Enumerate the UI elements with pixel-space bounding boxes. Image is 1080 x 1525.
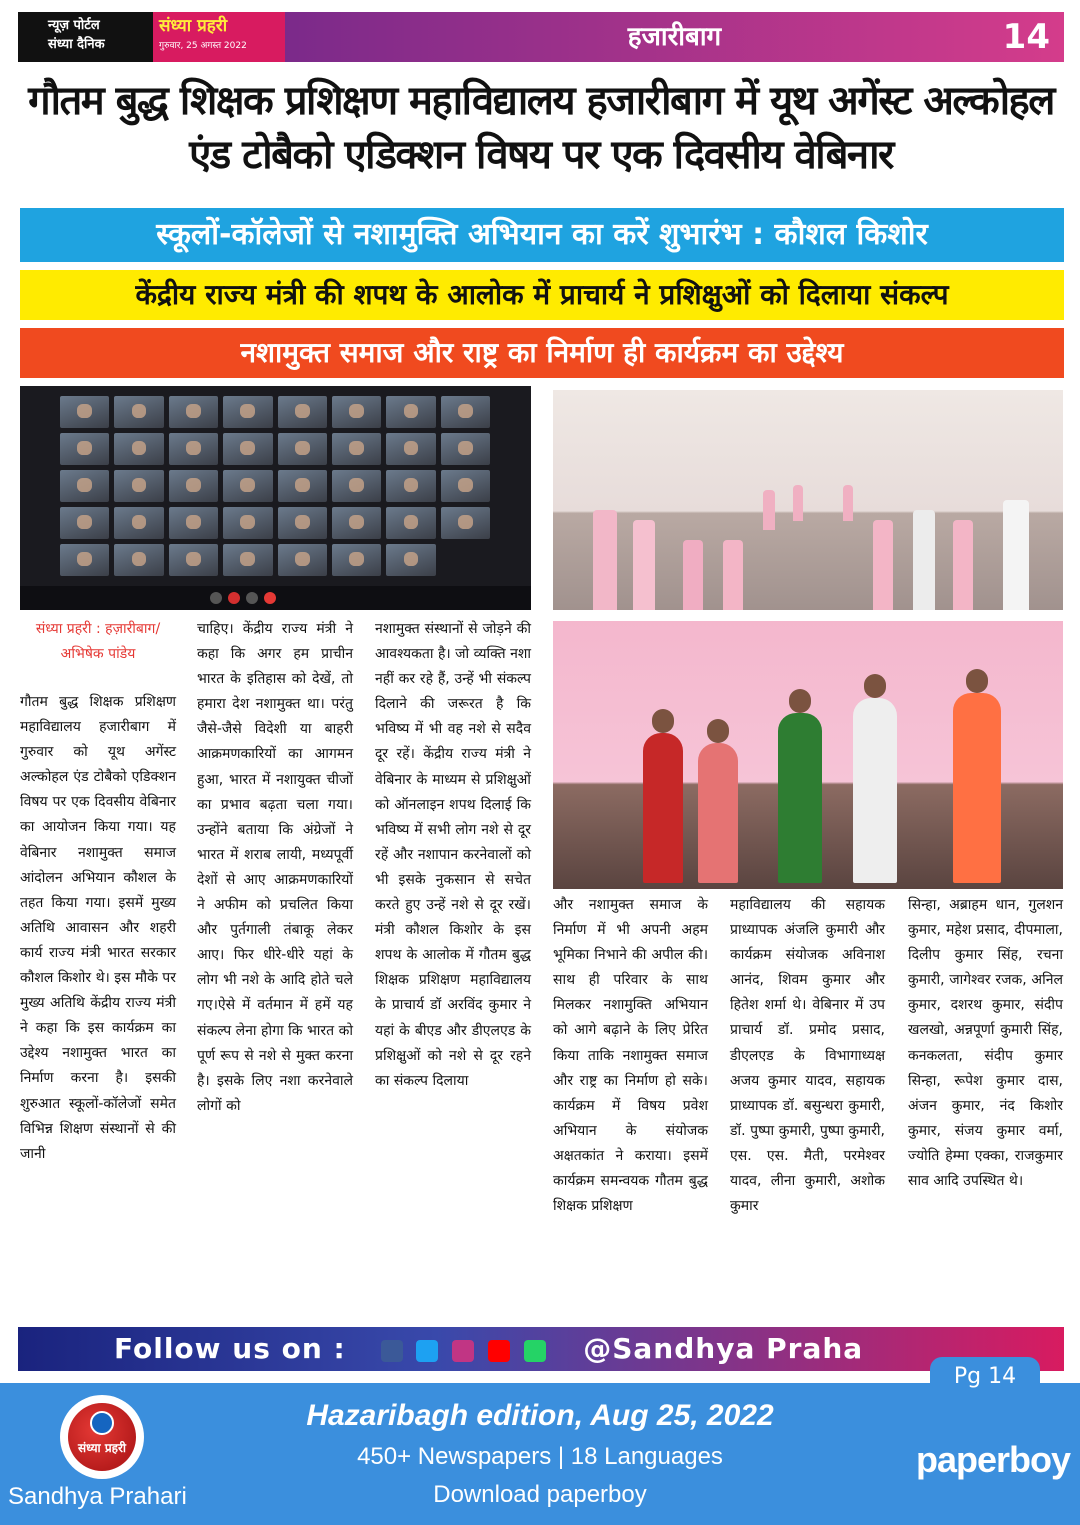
city-name: हजारीबाग: [627, 22, 722, 52]
subheading-blue: स्कूलों-कॉलेजों से नशामुक्ति अभियान का करें शुभारंभ : कौशल किशोर: [20, 208, 1064, 262]
participant-tile: [60, 507, 109, 539]
pledge-stage-photo: [553, 621, 1063, 889]
pledge-participant: [953, 693, 1001, 883]
assembly-hall-photo: [553, 390, 1063, 610]
student-figure: [683, 540, 703, 610]
participant-tile: [441, 396, 490, 428]
facebook-icon[interactable]: [381, 1340, 403, 1362]
participant-tile: [60, 544, 109, 576]
youtube-icon[interactable]: [488, 1340, 510, 1362]
participant-grid: [60, 396, 490, 576]
page-tab: Pg 14: [930, 1357, 1040, 1405]
student-figure: [913, 510, 935, 610]
brand-title: संध्या प्रहरी: [159, 16, 228, 36]
participant-tile: [278, 470, 327, 502]
participant-head: [789, 689, 811, 713]
student-figure: [763, 490, 775, 530]
student-figure: [723, 540, 743, 610]
participant-head: [652, 709, 674, 733]
participant-tile: [386, 507, 435, 539]
student-figure: [873, 520, 893, 610]
edition-title: Hazaribagh edition, Aug 25, 2022: [306, 1399, 774, 1432]
pledge-participant: [853, 698, 897, 883]
student-figure: [1003, 500, 1029, 610]
participant-tile: [386, 544, 435, 576]
instagram-icon[interactable]: [452, 1340, 474, 1362]
section-city: [285, 12, 1064, 62]
share-icon: [246, 592, 258, 604]
headline: गौतम बुद्ध शिक्षक प्रशिक्षण महाविद्यालय हजारीबाग में यूथ अगेंस्ट अल्कोहल एंड टोबैको एडिक्शन विषय पर एक दिवसीय वेबिनार: [28, 78, 1054, 178]
masthead: [18, 12, 1064, 62]
participant-tile: [278, 544, 327, 576]
participant-tile: [114, 433, 163, 465]
participant-tile: [386, 396, 435, 428]
end-call-icon: [264, 592, 276, 604]
participant-head: [864, 674, 886, 698]
participant-tile: [278, 433, 327, 465]
article-column-2: चाहिए। केंद्रीय राज्य मंत्री ने कहा कि अगर हम प्राचीन भारत के इतिहास को देखें, तो हमारा देश नशामुक्त था। परंतु जैसे-जैसे विदेशी या बाहरी आक्रमणकारियों का आगमन हुआ, भारत में नशायुक्त चीजों का प्रभाव बढ़ता चला गया। उन्होंने बताया कि अंग्रेजों ने भारत में शराब लायी, मध्यपूर्वी देशों से आए आक्रमणकारियों ने अफीम को प्रचलित किया और पुर्तगाली तंबाकू लेकर आए। फिर धीरे-धीरे यहां के लोग भी नशे के आदि होते चले गए।ऐसे में वर्तमान में हमें यह संकल्प लेना होगा कि भारत को पूर्ण रूप से नशे से मुक्त करना है। इसके लिए नशा करनेवाले लोगों को: [197, 621, 353, 1114]
student-figure: [793, 485, 803, 521]
participant-tile: [169, 433, 218, 465]
participant-tile: [278, 507, 327, 539]
student-figure: [593, 510, 617, 610]
participant-tile: [386, 470, 435, 502]
article-column-1: गौतम बुद्ध शिक्षक प्रशिक्षण महाविद्यालय हजारीबाग में गुरुवार को यूथ अगेंस्ट अल्कोहल एंड टोबैको एडिक्शन विषय पर एक दिवसीय वेबिनार का आयोजन किया गया। यह वेबिनार नशामुक्त समाज आंदोलन अभियान कौशल के तहत किया गया। इसमें मुख्य अतिथि आवासन और शहरी कार्य राज्य मंत्री भारत सरकार कौशल किशोर थे। इस मौके पर मुख्य अतिथि केंद्रीय राज्य मंत्री ने कहा कि इस कार्यक्रम का उद्देश्य नशामुक्त भारत का निर्माण करना है। इसकी शुरुआत स्कूलों-कॉलेजों समेत विभिन्न शिक्षण संस्थानों से की जानी: [20, 694, 176, 1162]
paperboy-logo[interactable]: paperboy: [915, 1439, 1070, 1480]
participant-tile: [169, 396, 218, 428]
participant-tile: [114, 507, 163, 539]
participant-tile: [60, 396, 109, 428]
camera-icon: [228, 592, 240, 604]
subheading-red: नशामुक्त समाज और राष्ट्र का निर्माण ही कार्यक्रम का उद्देश्य: [20, 328, 1064, 378]
coverage-info: 450+ Newspapers | 18 Languages: [357, 1443, 723, 1470]
social-handle: @Sandhya Praha: [583, 1332, 864, 1365]
social-icons: [381, 1328, 549, 1371]
article-column-3: नशामुक्त संस्थानों से जोड़ने की आवश्यकता है। जो व्यक्ति नशा नहीं कर रहे हैं, उन्हें भी संकल्प दिलाने की जरूरत है कि भविष्य में भी वह नशे से सदैव दूर रहें। केंद्रीय राज्य मंत्री ने वेबिनार के माध्यम से प्रशिक्षुओं को ऑनलाइन शपथ दिलाई कि भविष्य में सभी लोग नशे से दूर रहें और नशापान करनेवालों को भी इसके नुकसान से सचेत करते हुए उन्हें नशे से दूर रखें। मंत्री कौशल किशोर के इस शपथ के आलोक में गौतम बुद्ध शिक्षक प्रशिक्षण महाविद्यालय के प्राचार्य डॉ अरविंद कुमार ने यहां के बीएड और डीएलएड के प्रशिक्षुओं को नशे से दूर रहने का संकल्प दिलाया: [375, 621, 532, 1089]
participant-tile: [223, 470, 272, 502]
participant-tile: [60, 433, 109, 465]
student-figure: [843, 485, 853, 521]
participant-tile: [114, 470, 163, 502]
participant-tile: [441, 507, 490, 539]
twitter-icon[interactable]: [416, 1340, 438, 1362]
participant-head: [966, 669, 988, 693]
portal-line-2: संध्या दैनिक: [48, 37, 105, 52]
pledge-participant: [698, 743, 738, 883]
subheading-yellow: केंद्रीय राज्य मंत्री की शपथ के आलोक में प्राचार्य ने प्रशिक्षुओं को दिलाया संकल्प: [20, 270, 1064, 320]
participant-tile: [332, 544, 381, 576]
student-figure: [633, 520, 655, 610]
participant-tile: [114, 544, 163, 576]
newspaper-name: Sandhya Prahari: [8, 1483, 187, 1510]
participant-tile: [441, 470, 490, 502]
participant-tile: [332, 507, 381, 539]
issue-date: गुरुवार, 25 अगस्त 2022: [159, 41, 247, 51]
portal-label: [18, 12, 153, 62]
participant-tile: [114, 396, 163, 428]
meeting-toolbar: [20, 586, 531, 610]
follow-label: Follow us on :: [114, 1332, 346, 1365]
participant-tile: [332, 433, 381, 465]
mic-icon: [210, 592, 222, 604]
portal-line-1: न्यूज़ पोर्टल: [48, 18, 100, 33]
page-number: 14: [1002, 17, 1050, 57]
article-column-4: और नशामुक्त समाज के निर्माण में भी अपनी अहम भूमिका निभाने की अपील की। साथ ही परिवार के साथ मिलकर नशामुक्ति अभियान को आगे बढ़ाने के लिए प्रेरित किया ताकि नशामुक्त समाज और राष्ट्र का निर्माण हो सके।कार्यक्रम में विषय प्रवेश अभियान के संयोजक अक्षतकांत ने कराया। इसमें कार्यक्रम समन्वयक गौतम बुद्ध शिक्षक प्रशिक्षण: [553, 897, 708, 1215]
article-column-5: महाविद्यालय की सहायक प्राध्यापक अंजलि कुमारी और कार्यक्रम संयोजक अविनाश आनंद, शिवम कुमार और हितेश शर्मा थे। वेबिनार में उप प्राचार्य डॉ. प्रमोद प्रसाद, डीएलएड के विभागाध्यक्ष अजय कुमार यादव, सहायक प्राध्यापक डॉ. बसुन्धरा कुमारी, डॉ. पुष्पा कुमारी, पुष्पा कुमारी, एस. एस. मैती, परमेश्वर यादव, लीना कुमारी, अशोक कुमार: [730, 897, 885, 1215]
participant-tile: [223, 544, 272, 576]
pledge-participant: [778, 713, 822, 883]
pledge-participant: [643, 733, 683, 883]
participant-tile: [386, 433, 435, 465]
participant-tile: [332, 396, 381, 428]
participant-tile: [441, 433, 490, 465]
masthead-brand: [153, 12, 285, 62]
participant-tile: [278, 396, 327, 428]
webinar-screenshot-photo: [20, 386, 531, 610]
participant-tile: [332, 470, 381, 502]
paperboy-footer: [0, 1364, 1080, 1525]
follow-us-bar: [18, 1327, 1064, 1371]
participant-head: [707, 719, 729, 743]
download-link[interactable]: Download paperboy: [433, 1481, 647, 1508]
participant-tile: [223, 507, 272, 539]
student-figure: [953, 520, 973, 610]
participant-tile: [169, 470, 218, 502]
logo-text: संध्या प्रहरी: [77, 1441, 127, 1455]
participant-tile: [169, 544, 218, 576]
whatsapp-icon[interactable]: [524, 1340, 546, 1362]
participant-tile: [169, 507, 218, 539]
participant-tile: [223, 433, 272, 465]
byline: संध्या प्रहरी : हज़ारीबाग/अभिषेक पांडेय: [35, 621, 161, 663]
participant-tile: [60, 470, 109, 502]
article-column-6: सिन्हा, अब्राहम धान, गुलशन कुमार, महेश प्रसाद, दीपमाला, दिलीप कुमार सिंह, रचना कुमारी, जागेश्वर रजक, अनिल कुमार, दशरथ कुमार, संदीप खलखो, अन्नपूर्णा कुमारी सिंह, कनकलता, संदीप कुमार सिन्हा, रूपेश कुमार दास, अंजन कुमार, नंद किशोर कुमार, संजय कुमार वर्मा, ज्योति हेम्मा एक्का, राजकुमार साव आदि उपस्थित थे।: [908, 897, 1063, 1190]
participant-tile: [223, 396, 272, 428]
